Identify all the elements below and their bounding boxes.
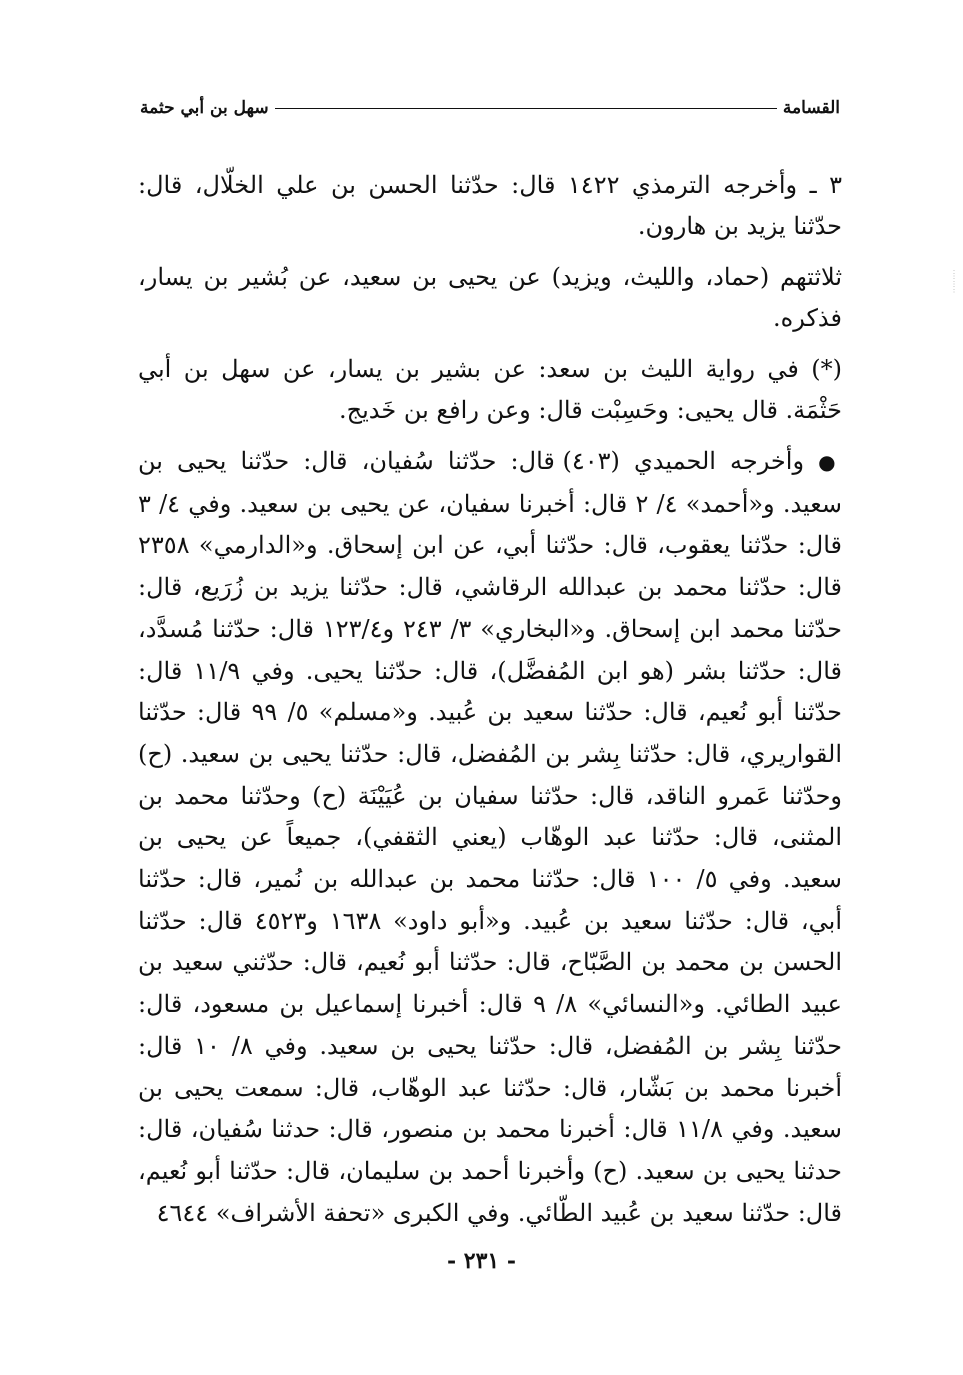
paragraph-summary: ثلاثتهم (حماد، والليث، ويزيد) عن يحيى بن سعيد، عن بُشير بن يسار، فذكره. (138, 263, 843, 332)
header-rule (275, 108, 777, 109)
scan-specks-decoration: ⋮ ⋮ ⋮ (950, 269, 958, 294)
paragraph-note: (*) في رواية الليث بن سعد: عن بشير بن يسار، عن سهل بن أبي حَثْمَة. قال يحيى: وحَسِبْت قال: وعن رافع بن خَديج. (138, 355, 842, 424)
running-header (140, 94, 840, 122)
bullet-icon: ● (818, 450, 842, 474)
page-number: - ٢٣١ - (446, 1248, 517, 1274)
page-body (138, 165, 842, 1244)
header-chapter-title: القسامة (782, 98, 840, 118)
paragraph-takhrij (138, 441, 842, 1234)
paragraph-takhrij-text: وأخرجه الحميدي (٤٠٣) قال: حدّثنا سُفيان، قال: حدّثنا يحيى بن سعيد. و«أحمد» ٤/ ٢ قال: أخبرنا سفيان، عن يحيى بن سعيد. وفي ٤/ ٣ قال: حدّثنا يعقوب، قال: حدّثنا أبي، عن ابن إسحاق. و«الدارمي» ٢٣٥٨ قال: حدّثنا محمد بن عبدالله الرقاشي، قال: حدّثنا يزيد بن زُرَيع، قال: حدّثنا محمد ابن إسحاق. و«البخاري» ٣/ ٢٤٣ و١٢٣/٤ قال: حدّثنا مُسدَّد، قال: حدّثنا بشر (هو ابن المُفضَّل)، قال: حدّثنا يحيى. وفي ١١/٩ قال: حدّثنا أبو نُعيم، قال: حدّثنا سعيد بن عُبيد. و«مسلم» ٥/ ٩٩ قال: حدّثنا القواريري، قال: حدّثنا بِشر بن المُفضل، قال: حدّثنا يحيى بن سعيد. (ح) وحدّثنا عَمرو الناقد، قال: حدّثنا سفيان بن عُيَيْنَة (ح) وحدّثنا محمد بن المثنى، قال: حدّثنا عبد الوهّاب (يعني الثقفي)، جميعاً عن يحيى بن سعيد. وفي ٥/ ١٠٠ قال: حدّثنا محمد بن عبدالله بن نُمير، قال: حدّثنا أبي، قال: حدّثنا سعيد بن عُبيد. و«أبو داود» ١٦٣٨ و٤٥٢٣ قال: حدّثنا الحسن بن محمد بن الصَّبّاح، قال: حدّثنا أبو نُعيم، قال: حدّثني سعيد بن عبيد الطائي. و«النسائي» ٨/ ٩ قال: أخبرنا إسماعيل بن مسعود، قال: حدّثنا بِشر بن المُفضل، قال: حدّثنا يحيى بن سعيد. وفي ٨/ ١٠ قال: أخبرنا محمد بن بَشّار، قال: حدّثنا عبد الوهّاب، قال: سمعت يحيى بن سعيد. وفي ١١/٨ قال: أخبرنا محمد بن منصور، قال: حدثنا سُفيان، قال: حدثنا يحيى بن سعيد. (ح) وأخبرنا أحمد بن سليمان، قال: حدّثنا أبو نُعيم، قال: حدّثنا سعيد بن عُبيد الطّائي. وفي الكبرى «تحفة الأشراف» ٤٦٤٤ (138, 447, 843, 1227)
header-subject-title: سهل بن أبي حثمة (140, 98, 269, 118)
paragraph-tirmidhi: ٣ ـ وأخرجه الترمذي ١٤٢٢ قال: حدّثنا الحسن بن علي الخلّال، قال: حدّثنا يزيد بن هارون. (138, 171, 842, 240)
